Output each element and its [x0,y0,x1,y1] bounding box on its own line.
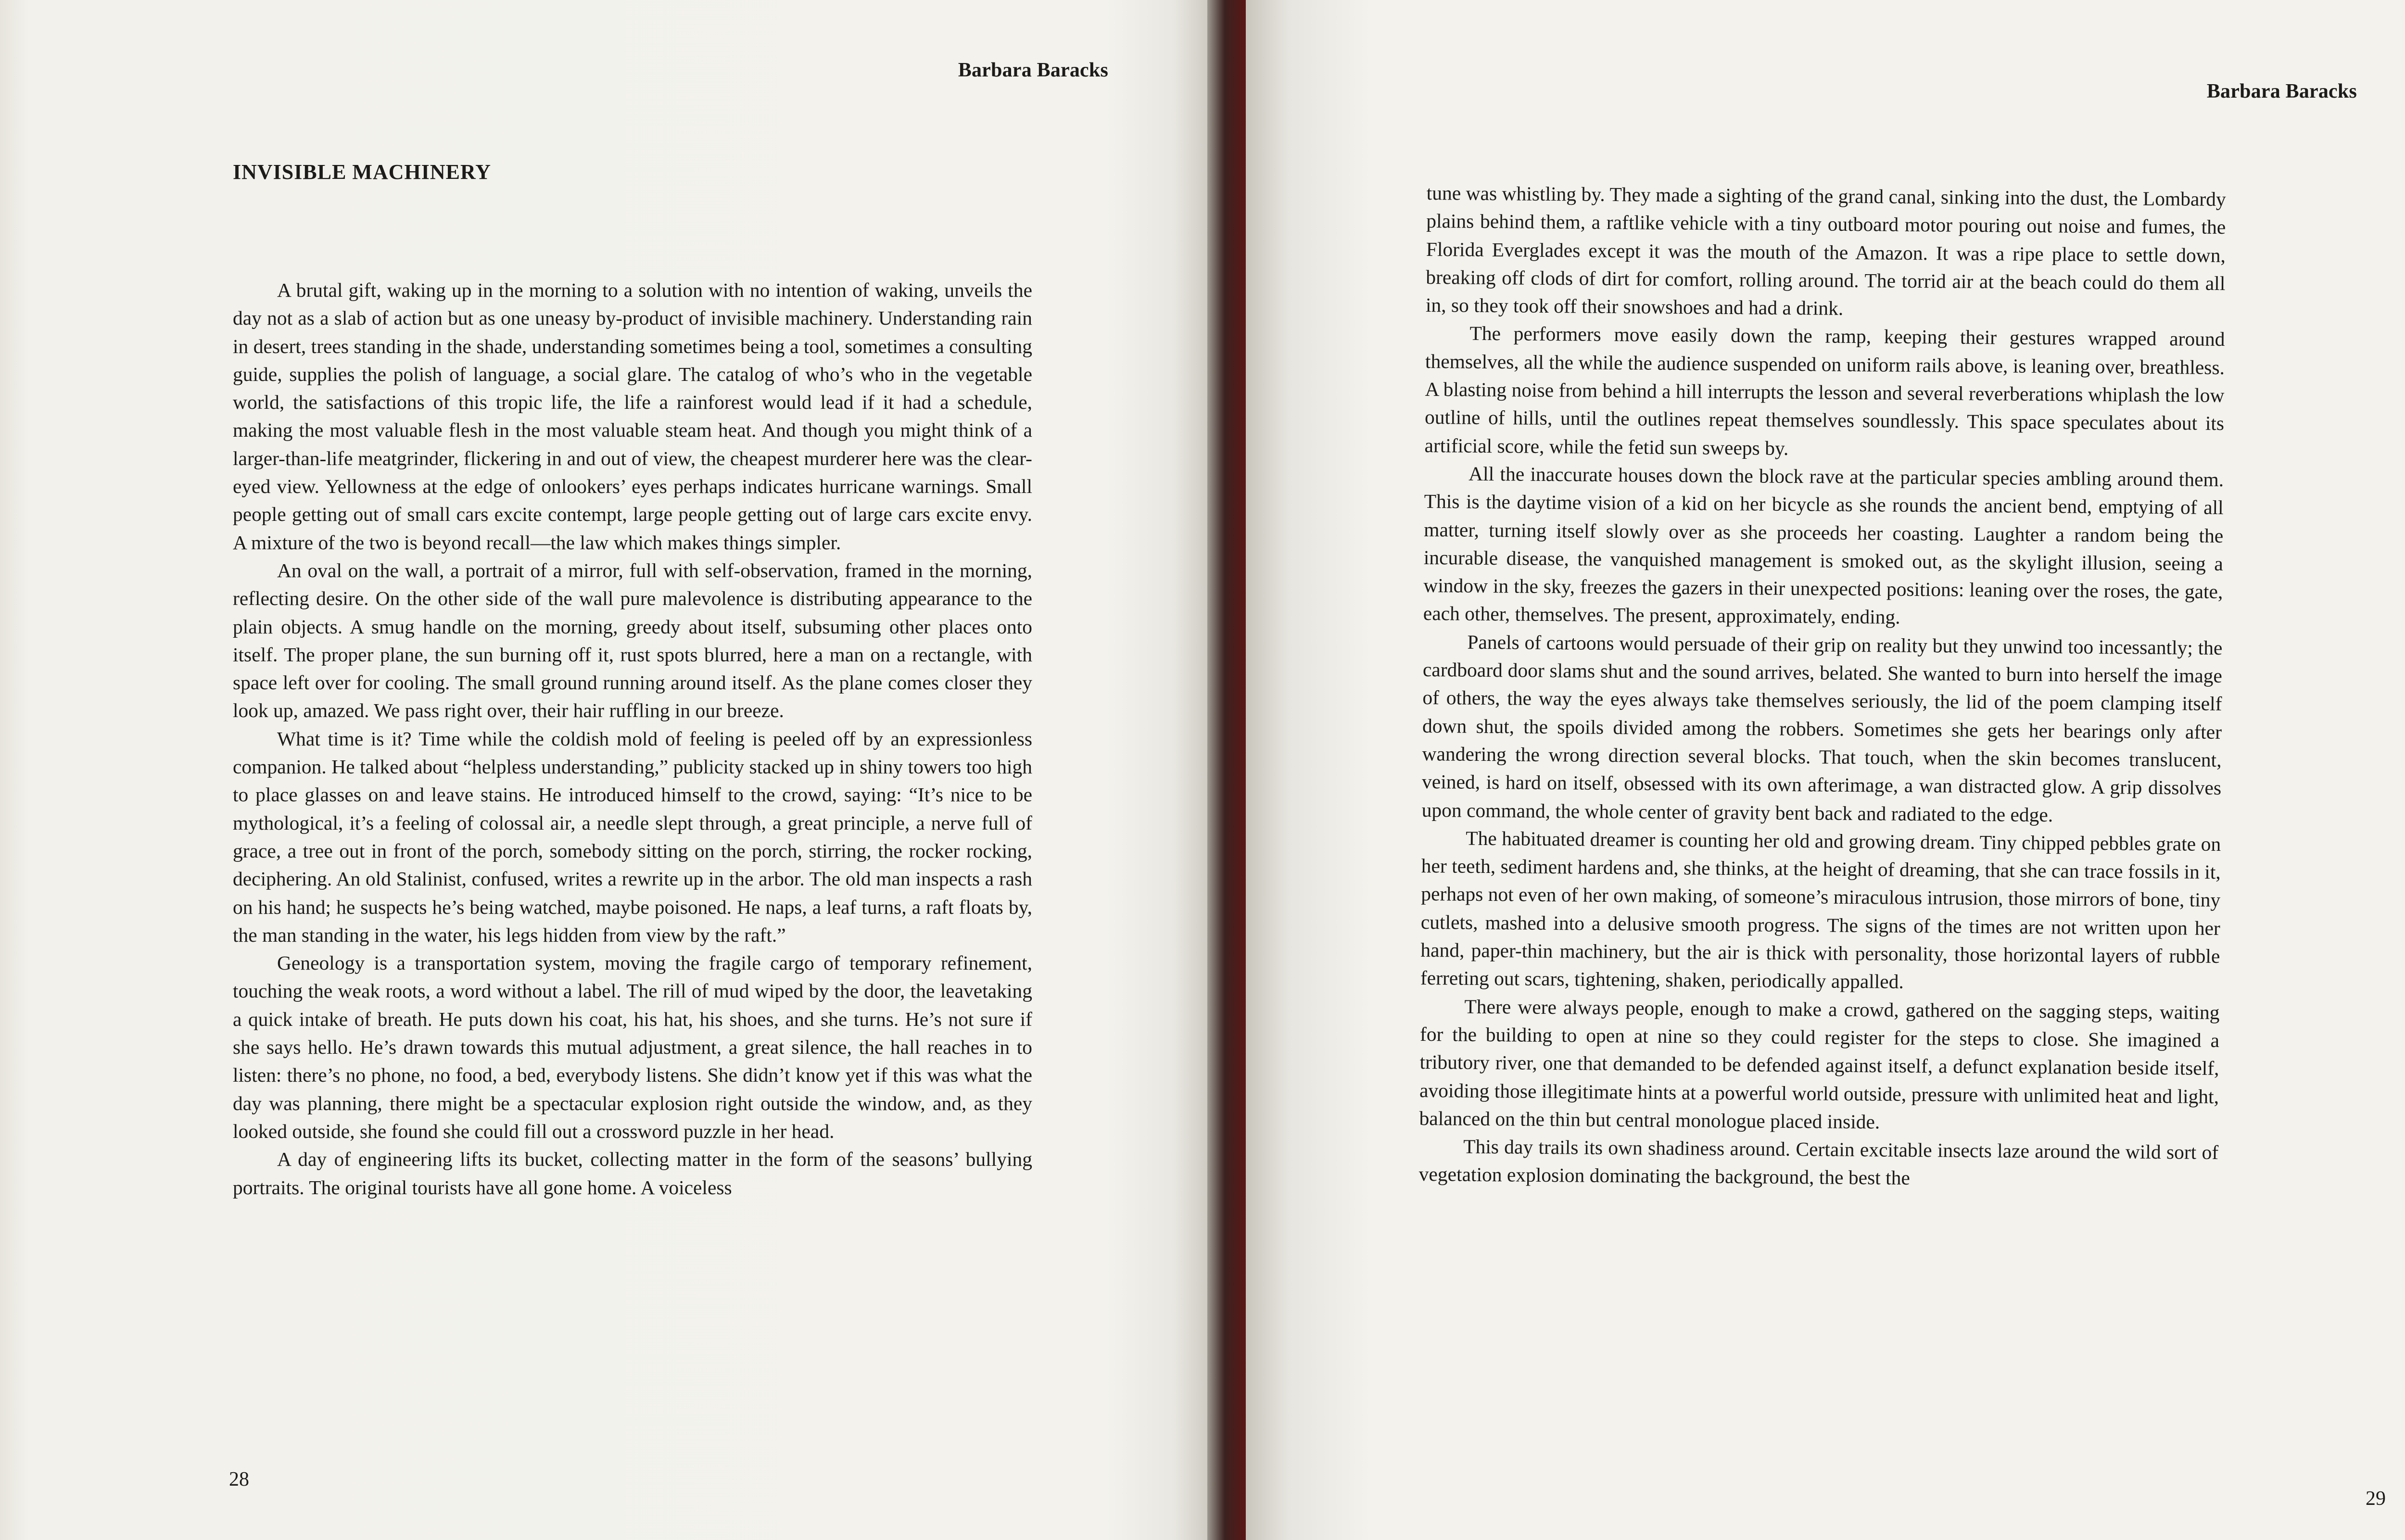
book-gutter [1207,0,1246,1540]
paragraph: The habituated dreamer is counting her old and growing dream. Tiny chipped pebbles grate on her teeth, sediment hardens and, she thinks, at the height of dreaming, that she can trace fossils in it, perhaps not even of her own making, of someone’s miraculous intrusion, those mirrors of bone, tiny cutlets, mashed into a delusive smooth progress. The signs of the times are not written upon her hand, paper-thin machinery, but the air is thick with personality, those horizontal layers of rubble ferreting out scars, tightening, shaken, periodically appalled. [1420,827,2221,993]
running-head: Barbara Baracks [958,59,1108,81]
right-body-text [1419,179,2226,1195]
paragraph: tune was whistling by. They made a sighting of the grand canal, sinking into the dust, the Lombardy plains behind them, a raftlike vehicle with a tiny outboard motor pouring out noise and fumes, the Florida Everglades except it was the mouth of the Amazon. It was a ripe place to settle down, breaking off clods of dirt for comfort, rolling around. The torrid air at the beach could do them all in, so they took off their snowshoes and had a drink. [1425,181,2226,319]
paragraph: There were always people, enough to make a crowd, gathered on the sagging steps, waiting for the building to open at nine so they could register for the steps to close. She imagined a tributory river, one that demanded to be defended against itself, a defunct explanation beside itself, avoiding those illegitimate hints at a powerful world outside, pressure with unlimited heat and light, balanced on the thin but central monologue placed inside. [1419,995,2220,1133]
paragraph: What time is it? Time while the coldish mold of feeling is peeled off by an expressionless companion. He talked about “helpless understanding,” publicity stacked up in shiny towers too high to place glasses on and leave stains. He introduced himself to the crowd, saying: “It’s nice to be mythological, it’s a feeling of colossal air, a needle slept through, a great principle, a nerve full of grace, a tree out in front of the porch, somebody sitting on the porch, stirring, the rocker rocking, deciphering. An old Stalinist, confused, writes a rewrite up in the arbor. The old man inspects a rash on his hand; he suspects he’s being watched, maybe poisoned. He naps, a leaf turns, a raft floats by, the man standing in the water, his legs hidden from view by the raft.” [233,727,1032,946]
paragraph: A day of engineering lifts its bucket, collecting matter in the form of the seasons’ bullying portraits. The original tourists have all gone home. A voiceless [233,1148,1032,1199]
page-number: 29 [2366,1488,2386,1510]
paragraph: Panels of cartoons would persuade of their grip on reality but they unwind too incessantly; the cardboard door slams shut and the sound arrives, belated. She wanted to burn into herself the image of others, the way the eyes always take themselves seriously, the lid of the poem clamping itself down shut, the spoils divided among the robbers. Sometimes she gets her bearings only after wandering the wrong direction several blocks. That touch, when the skin becomes translucent, veined, is hard on itself, obsessed with its own afterimage, a wan distracted glow. A grip dissolves upon command, the whole center of gravity bent back and radiated to the edge. [1421,631,2223,826]
running-head: Barbara Baracks [2206,80,2357,102]
paragraph: An oval on the wall, a portrait of a mirror, full with self-observation, framed in the morning, reflecting desire. On the other side of the wall pure malevolence is distributing appearance to the plain objects. A smug handle on the morning, greedy about itself, subsuming other places onto itself. The proper plane, the sun burning off it, rust spots blurred, here a man on a rectangle, with space left over for cooling. The small ground running around itself. As the plane comes closer they look up, amazed. We pass right over, their hair ruffling in our breeze. [233,559,1032,722]
left-body-text [233,276,1032,1201]
paragraph: The performers move easily down the ramp, keeping their gestures wrapped around themselves, all the while the audience suspended on uniform rails above, is leaning over, breathless. A blasting noise from behind a hill interrupts the lesson and several reverberations whiplash the low outline of hills, until the outlines repeat themselves soundlessly. This space speculates about its artificial score, while the fetid sun sweeps by. [1424,322,2225,459]
paragraph: Geneology is a transportation system, moving the fragile cargo of temporary refinement, touching the weak roots, a word without a label. The rill of mud wiped by the door, the leavetaking a quick intake of breath. He puts down his coat, his hat, his shoes, and she turns. He’s not sure if she says hello. He’s drawn towards this mutual adjustment, a great silence, the hall reaches in to listen: there’s no phone, no food, a bed, everybody listens. She didn’t know yet if this was what the day was planning, there might be a spectacular explosion right outside the window, and, as they looked outside, she found she could fill out a crossword puzzle in her head. [233,952,1032,1142]
right-page [1246,0,2405,1540]
page-title: INVISIBLE MACHINERY [233,160,491,184]
paragraph: This day trails its own shadiness around. Certain excitable insects laze around the wild sort of vegetation explosion dominating the background, the best the [1418,1135,2219,1189]
paragraph: A brutal gift, waking up in the morning to a solution with no intention of waking, unveils the day not as a slab of action but as one uneasy by-product of invisible machinery. Understanding rain in desert, trees standing in the shade, understanding sometimes being a tool, sometimes a consulting guide, supplies the polish of language, a social glare. The catalog of who’s who in the vegetable world, the satisfactions of this tropic life, the life a rainforest would lead if it had a schedule, making the most valuable flesh in the most valuable steam heat. And though you might think of a larger-than-life meatgrinder, flickering in and out of view, the cheapest murderer here was the clear-eyed view. Yellowness at the edge of onlookers’ eyes perhaps indicates hurricane warnings. Small people getting out of small cars excite contempt, large people getting out of large cars excite envy. A mixture of the two is beyond recall—the law which makes things simpler. [233,279,1032,554]
page-number: 28 [229,1468,249,1490]
paragraph: All the inaccurate houses down the block rave at the particular species ambling around them. This is the daytime vision of a kid on her bicycle as she rounds the ancient bend, emptying of all matter, turning itself slowly over as she proceeds her coasting. Laughter a random being the incurable disease, the vanquished management is smoked out, as the skylight illusion, seeing a window in the sky, freezes the gazers in their unexpected positions: leaning over the roses, the gate, each other, themselves. The present, approximately, ending. [1423,462,2224,629]
